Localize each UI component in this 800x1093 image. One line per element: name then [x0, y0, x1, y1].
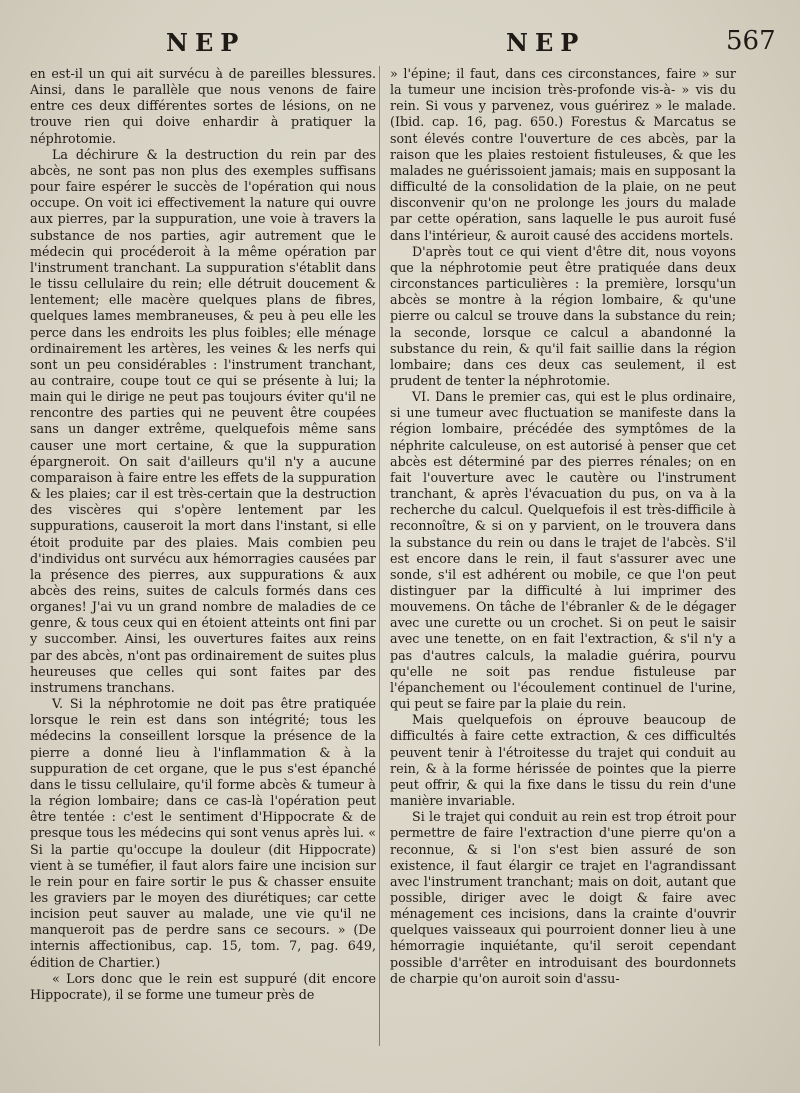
right-text-column	[390, 66, 736, 987]
paragraph: Si le trajet qui conduit au rein est trop étroit pour permettre de faire l'extraction d'une pierre qu'on a reconnue, & si l'on s'est bien assuré de son existence, il faut élargir ce trajet en l'agrandissant avec l'instrument tranchant; mais on doit, autant que possible, diriger avec le doigt & faire avec ménagement ces incisions, dans la crainte d'ouvrir quelques vaisseaux qui pourroient donner lieu à une hémorragie inquiétante, qu'il seroit cependant possible d'arrêter en introduisant des bourdonnets de charpie qu'on auroit soin d'assu-	[390, 809, 736, 986]
left-text-column	[30, 66, 376, 1003]
running-head-right: NEP	[506, 28, 586, 57]
paragraph: La déchirure & la destruction du rein par des abcès, ne sont pas non plus des exemples suffisans pour faire espérer le succès de l'opération qui nous occupe. On voit ici effectivement la nature qui ouvre aux pierres, par la suppuration, une voie à travers la substance de nos parties, agir autrement que le médecin qui procéderoit à la même opération par l'instrument tranchant. La suppuration s'établit dans le tissu cellulaire du rein; elle détruit doucement & lentement; elle macère quelques plans de fibres, quelques lames membraneuses, & peu à peu elle les perce dans les endroits les plus foibles; elle ménage ordinairement les artères, les veines & les nerfs qui sont un peu considérables : l'instrument tranchant, au contraire, coupe tout ce qui se présente à lui; la main qui le dirige ne peut pas toujours éviter qu'il ne rencontre des parties qui ne peuvent être coupées sans un danger extrême, quelquefois même sans causer une mort certaine, & que la suppuration épargneroit. On sait d'ailleurs qu'il n'y a aucune comparaison à faire entre les effets de la suppuration & les plaies; car il est très-certain que la destruction des viscères qui s'opère lentement par les suppurations, causeroit la mort dans l'instant, si elle étoit produite par des plaies. Mais combien peu d'individus ont survécu aux hémorragies causées par la présence des pierres, aux suppurations & aux abcès des reins, suites de calculs formés dans ces organes! J'ai vu un grand nombre de maladies de ce genre, & tous ceux qui en étoient atteints ont fini par y succomber. Ainsi, les ouvertures faites aux reins par des abcès, n'ont pas ordinairement de suites plus heureuses que celles qui sont faites par des instrumens tranchans.	[30, 146, 376, 695]
paragraph: V. Si la néphrotomie ne doit pas être pratiquée lorsque le rein est dans son intégrité; tous les médecins la conseillent lorsque la présence de la pierre a donné lieu à l'inflammation & à la suppuration de cet organe, que le pus s'est épanché dans le tissu cellulaire, qu'il forme abcès & tumeur à la région lombaire; dans ce cas-là l'opération peut être tentée : c'est le sentiment d'Hippocrate & de presque tous les médecins qui sont venus après lui. « Si la partie qu'occupe la douleur (dit Hippocrate) vient à se tuméfier, il faut alors faire une incision sur le rein pour en faire sortir le pus & chasser ensuite les graviers par le moyen des diurétiques; car cette incision peut sauver au malade, une vie qu'il ne manqueroit pas de perdre sans ce secours. » (De internis affectionibus, cap. 15, tom. 7, pag. 649, édition de Chartier.)	[30, 696, 376, 970]
column-divider	[379, 66, 380, 1046]
paragraph: » l'épine; il faut, dans ces circonstances, faire » sur la tumeur une incision très-profonde vis-à- » vis du rein. Si vous y parvenez, vous guérirez » le malade. (Ibid. cap. 16, pag. 650.) Forestus & Marcatus se sont élevés contre l'ouverture de ces abcès, par la raison que les plaies restoient fistuleuses, & que les malades ne guérissoient jamais; mais en supposant la difficulté de la consolidation de la plaie, on ne peut disconvenir qu'on ne prolonge les jours du malade par cette opération, sans laquelle le pus auroit fusé dans l'intérieur, & auroit causé des accidens mortels.	[390, 66, 737, 243]
paragraph: D'après tout ce qui vient d'être dit, nous voyons que la néphrotomie peut être pratiquée dans deux circonstances particulières : la première, lorsqu'un abcès se montre à la région lombaire, & qu'une pierre ou calcul se trouve dans la substance du rein; la seconde, lorsque ce calcul a abandonné la substance du rein, & qu'il fait saillie dans la région lombaire; dans ces deux cas seulement, il est prudent de tenter la néphrotomie.	[390, 243, 736, 388]
running-head-left: NEP	[166, 28, 246, 57]
paragraph: VI. Dans le premier cas, qui est le plus ordinaire, si une tumeur avec fluctuation se manifeste dans la région lombaire, précédée des symptômes de la néphrite calculeuse, on est autorisé à penser que cet abcès est déterminé par des pierres rénales; on en fait l'ouverture avec le cautère ou l'instrument tranchant, & après l'évacuation du pus, on va à la recherche du calcul. Quelquefois il est très-difficile à reconnoître, & si on y parvient, on le trouvera dans la substance du rein ou dans le trajet de l'abcès. S'il est encore dans le rein, il faut s'assurer avec une sonde, s'il est adhérent ou mobile, ce que l'on peut distinguer par la difficulté à lui imprimer des mouvemens. On tâche de l'ébranler & de le dégager avec une curette ou un crochet. Si on peut le saisir avec une tenette, on en fait l'extraction, & s'il n'y a pas d'autres calculs, la maladie guérira, pourvu qu'elle ne soit pas rendue fistuleuse par l'épanchement ou l'écoulement continuel de l'urine, qui peut se faire par la plaie du rein.	[390, 389, 736, 712]
page-header	[0, 28, 800, 68]
paragraph: « Lors donc que le rein est suppuré (dit encore Hippocrate), il se forme une tumeur près de	[30, 970, 376, 1002]
page-number: 567	[726, 26, 776, 56]
paragraph: en est-il un qui ait survécu à de pareilles blessures. Ainsi, dans le parallèle que nous venons de faire entre ces deux différentes sortes de lésions, on ne trouve rien qui doive enhardir à pratiquer la néphrotomie.	[30, 66, 376, 146]
paragraph: Mais quelquefois on éprouve beaucoup de difficultés à faire cette extraction, & ces difficultés peuvent tenir à l'étroitesse du trajet qui conduit au rein, & à la forme hérissée de pointes que la pierre peut offrir, & qui la fixe dans le tissu du rein d'une manière invariable.	[390, 712, 736, 809]
